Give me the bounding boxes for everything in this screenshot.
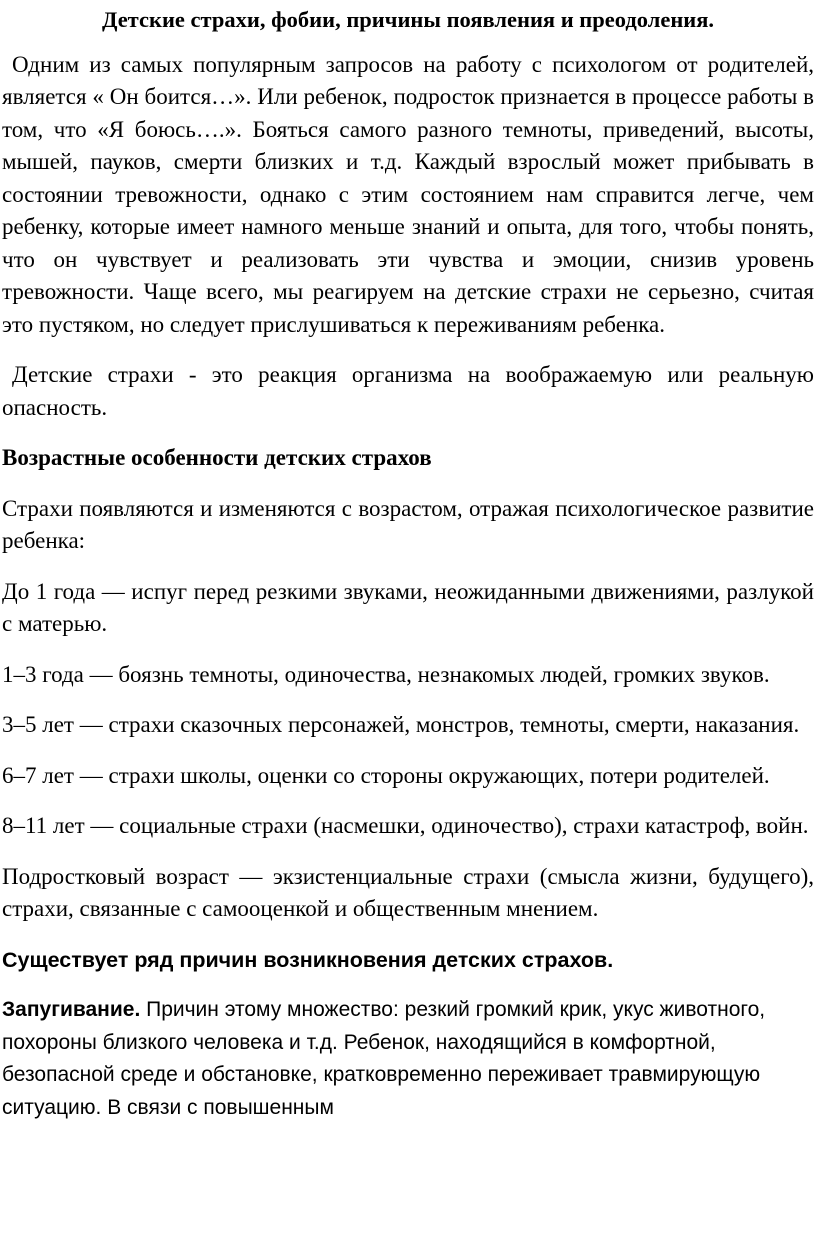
age-list-item: 1–3 года — боязнь темноты, одиночества, незнакомых людей, громких звуков.: [2, 661, 770, 687]
age-list-item: 6–7 лет — страхи школы, оценки со стороны окружающих, потери родителей.: [2, 762, 770, 788]
page-title: Детские страхи, фобии, причины появления и преодоления.: [101, 7, 715, 32]
intro-paragraph: Одним из самых популярным запросов на работу с психологом от родителей, является « Он боится…». Или ребенок, подросток признается в процессе работы в том, что «Я боюсь….». Бояться самого разного темноты, приведений, высоты, мышей, пауков, смерти близких и т.д. Каждый взрослый может прибывать в состоянии тревожности, однако с этим состоянием нам справится легче, чем ребенку, которые имеет намного меньше знаний и опыта, для того, чтобы понять, что он чувствует и реализовать эти чувства и эмоции, снизив уровень тревожности. Чаще всего, мы реагируем на детские страхи не серьезно, считая это пустяком, но следует прислушиваться к переживаниям ребенка.: [2, 51, 814, 337]
definition-paragraph: Детские страхи - это реакция организма на воображаемую или реальную опасность.: [2, 362, 814, 420]
cause-text: Причин этому множество: резкий громкий крик, укус животного, похороны близкого человека и т.д. Ребенок, находящийся в комфортной, безопасной среде и обстановке, кратковременно переживает травмирующую ситуацию. В связи с повышенным: [2, 998, 766, 1119]
age-list-item: До 1 года — испуг перед резкими звуками, неожиданными движениями, разлукой с матерью.: [2, 578, 814, 636]
age-intro-paragraph: Страхи появляются и изменяются с возрастом, отражая психологическое развитие ребенка:: [2, 495, 814, 553]
age-list: [2, 576, 814, 926]
cause-paragraph: [2, 994, 814, 1124]
age-list-item: Подростковый возраст — экзистенциальные страхи (смысла жизни, будущего), страхи, связанные с самооценкой и общественным мнением.: [2, 863, 814, 921]
cause-term: Запугивание.: [2, 998, 141, 1021]
causes-section-heading: Существует ряд причин возникновения детских страхов.: [2, 947, 614, 972]
age-list-item: 8–11 лет — социальные страхи (насмешки, одиночество), страхи катастроф, войн.: [2, 813, 809, 838]
age-list-item: 3–5 лет — страхи сказочных персонажей, монстров, темноты, смерти, наказания.: [2, 712, 800, 737]
age-section-heading: Возрастные особенности детских страхов: [2, 445, 432, 470]
